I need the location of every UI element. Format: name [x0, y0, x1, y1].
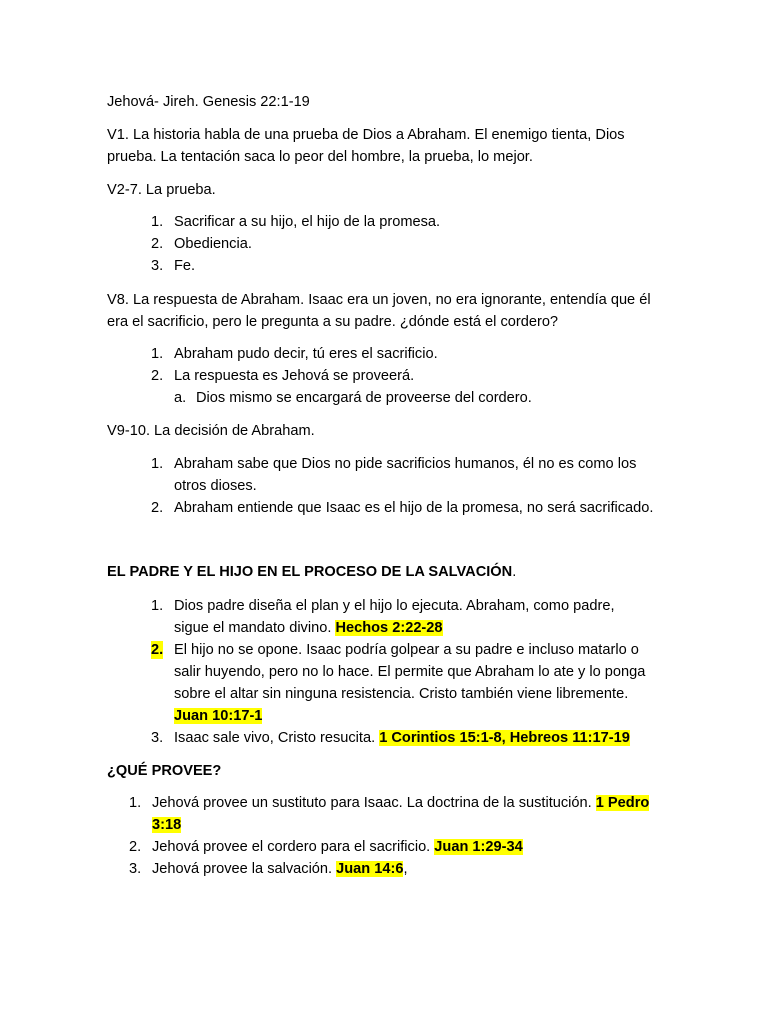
list-number: 3.: [151, 258, 164, 274]
heading-que-provee: ¿QUÉ PROVEE?: [107, 763, 222, 779]
list-item: [152, 838, 523, 856]
list-number: 2.: [129, 839, 142, 855]
list-item-text: sigue el mandato divino.: [174, 620, 336, 636]
heading-v9-10: V9-10. La decisión de Abraham.: [107, 423, 315, 439]
list-item: [174, 729, 630, 747]
scripture-reference: 3:18: [152, 817, 182, 833]
list-number: 1.: [151, 214, 164, 230]
scripture-reference: Juan 1:29-34: [434, 839, 523, 855]
list-item-continuation: [174, 619, 443, 637]
list-item: Abraham entiende que Isaac es el hijo de la promesa, no será sacrificado.: [174, 500, 654, 516]
list-item-continuation: [174, 707, 262, 725]
sublist-item: Dios mismo se encargará de proveerse del cordero.: [196, 390, 532, 406]
list-item: [152, 794, 649, 812]
list-item-text: Jehová provee el cordero para el sacrificio.: [152, 839, 435, 855]
scripture-reference: 1 Corintios 15:1-8, Hebreos 11:17-19: [379, 730, 630, 746]
scripture-reference: Juan 14:6: [336, 861, 404, 877]
sublist-letter: a.: [174, 390, 187, 406]
list-item: Obediencia.: [174, 236, 252, 252]
list-number: 3.: [151, 730, 164, 746]
paragraph-v1-line2: prueba. La tentación saca lo peor del hombre, la prueba, lo mejor.: [107, 149, 533, 165]
list-item: [152, 860, 408, 878]
list-item: Abraham sabe que Dios no pide sacrificios humanos, él no es como los: [174, 456, 637, 472]
list-item: Fe.: [174, 258, 196, 274]
list-number: 2.: [151, 642, 164, 658]
list-number: 1.: [151, 598, 164, 614]
list-number: 2.: [151, 500, 164, 516]
list-number: 2.: [151, 368, 164, 384]
list-item: Abraham pudo decir, tú eres el sacrificio.: [174, 346, 438, 362]
list-item-continuation: sobre el altar sin ninguna resistencia. Cristo también viene libremente.: [174, 686, 629, 702]
paragraph-v8-line2: era el sacrificio, pero le pregunta a su padre. ¿dónde está el cordero?: [107, 314, 559, 330]
list-item-text: Jehová provee un sustituto para Isaac. La doctrina de la sustitución.: [152, 795, 596, 811]
scripture-reference: Juan 10:17-1: [174, 708, 263, 724]
list-item: La respuesta es Jehová se proveerá.: [174, 368, 415, 384]
list-number: 1.: [151, 456, 164, 472]
list-item: El hijo no se opone. Isaac podría golpear a su padre e incluso matarlo o: [174, 642, 639, 658]
list-number: 1.: [129, 795, 142, 811]
list-number: 1.: [151, 346, 164, 362]
list-item: Sacrificar a su hijo, el hijo de la promesa.: [174, 214, 441, 230]
list-item: Dios padre diseña el plan y el hijo lo ejecuta. Abraham, como padre,: [174, 598, 615, 614]
scripture-reference: Hechos 2:22-28: [335, 620, 443, 636]
paragraph-v8-line1: V8. La respuesta de Abraham. Isaac era un joven, no era ignorante, entendía que él: [107, 292, 651, 308]
document-title: Jehová- Jireh. Genesis 22:1-19: [107, 94, 310, 110]
paragraph-v1-line1: V1. La historia habla de una prueba de Dios a Abraham. El enemigo tienta, Dios: [107, 127, 625, 143]
heading-v2-7: V2-7. La prueba.: [107, 182, 216, 198]
list-item-text: Isaac sale vivo, Cristo resucita.: [174, 730, 380, 746]
list-number: 3.: [129, 861, 142, 877]
list-item-text: Jehová provee la salvación.: [152, 861, 337, 877]
heading-padre-hijo: [107, 563, 516, 581]
heading-padre-hijo-dot: .: [512, 564, 517, 580]
list-number: 2.: [151, 236, 164, 252]
scripture-reference: 1 Pedro: [595, 795, 650, 811]
heading-padre-hijo-text: EL PADRE Y EL HIJO EN EL PROCESO DE LA SALVACIÓN: [107, 564, 513, 580]
list-item-tail: ,: [403, 861, 408, 877]
list-item-continuation: otros dioses.: [174, 478, 257, 494]
list-item-continuation: [152, 816, 181, 834]
list-item-continuation: salir huyendo, pero no lo hace. El permite que Abraham lo ate y lo ponga: [174, 664, 646, 680]
